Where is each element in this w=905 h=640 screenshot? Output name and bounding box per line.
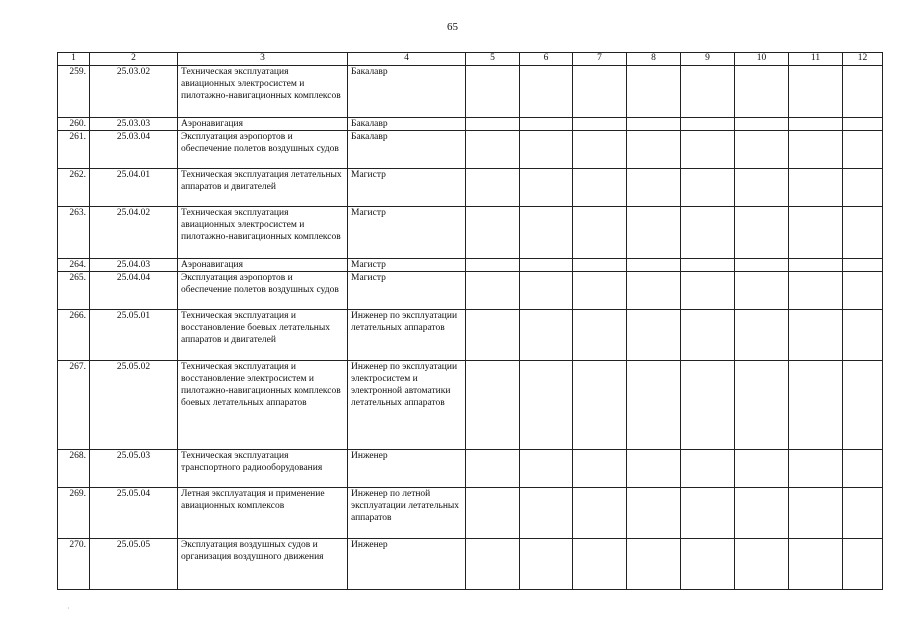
empty-cell-col-11 (789, 450, 843, 488)
empty-cell-col-10 (735, 272, 789, 310)
qualification: Инженер по эксплуатации электросистем и электронной автоматики летательных аппаратов (348, 361, 466, 450)
empty-cell-col-11 (789, 488, 843, 539)
qualification: Инженер по эксплуатации летательных аппаратов (348, 310, 466, 361)
row-number: 259. (58, 66, 90, 118)
empty-cell-col-12 (843, 169, 883, 207)
specialty-code: 25.05.05 (90, 539, 178, 590)
column-header-6: 6 (520, 53, 573, 66)
qualification: Инженер (348, 539, 466, 590)
page-number: 65 (447, 21, 458, 33)
qualification: Магистр (348, 169, 466, 207)
empty-cell-col-12 (843, 310, 883, 361)
specialty-name: Техническая эксплуатация авиационных электросистем и пилотажно-навигационных комплексов (178, 207, 348, 259)
empty-cell-col-6 (520, 488, 573, 539)
row-number: 267. (58, 361, 90, 450)
qualification: Инженер (348, 450, 466, 488)
qualification: Бакалавр (348, 66, 466, 118)
empty-cell-col-7 (573, 361, 627, 450)
empty-cell-col-9 (681, 488, 735, 539)
column-header-9: 9 (681, 53, 735, 66)
empty-cell-col-7 (573, 207, 627, 259)
specialty-name: Техническая эксплуатация летательных аппаратов и двигателей (178, 169, 348, 207)
empty-cell-col-8 (627, 450, 681, 488)
specialty-code: 25.04.02 (90, 207, 178, 259)
specialty-name: Эксплуатация аэропортов и обеспечение полетов воздушных судов (178, 131, 348, 169)
qualification: Бакалавр (348, 118, 466, 131)
empty-cell-col-9 (681, 66, 735, 118)
empty-cell-col-12 (843, 488, 883, 539)
specialty-code: 25.05.01 (90, 310, 178, 361)
empty-cell-col-8 (627, 66, 681, 118)
empty-cell-col-12 (843, 272, 883, 310)
empty-cell-col-7 (573, 66, 627, 118)
empty-cell-col-5 (466, 361, 520, 450)
empty-cell-col-5 (466, 259, 520, 272)
empty-cell-col-7 (573, 259, 627, 272)
empty-cell-col-5 (466, 539, 520, 590)
specialty-code: 25.03.04 (90, 131, 178, 169)
empty-cell-col-8 (627, 118, 681, 131)
empty-cell-col-5 (466, 118, 520, 131)
empty-cell-col-9 (681, 310, 735, 361)
empty-cell-col-11 (789, 66, 843, 118)
empty-cell-col-9 (681, 131, 735, 169)
column-header-5: 5 (466, 53, 520, 66)
row-number: 265. (58, 272, 90, 310)
row-number: 264. (58, 259, 90, 272)
empty-cell-col-7 (573, 450, 627, 488)
empty-cell-col-10 (735, 169, 789, 207)
specialty-name: Техническая эксплуатация авиационных электросистем и пилотажно-навигационных комплексов (178, 66, 348, 118)
empty-cell-col-6 (520, 118, 573, 131)
empty-cell-col-8 (627, 207, 681, 259)
specialty-name: Техническая эксплуатация транспортного радиооборудования (178, 450, 348, 488)
empty-cell-col-9 (681, 539, 735, 590)
empty-cell-col-7 (573, 272, 627, 310)
table-row (58, 310, 883, 361)
empty-cell-col-11 (789, 118, 843, 131)
empty-cell-col-5 (466, 488, 520, 539)
empty-cell-col-12 (843, 207, 883, 259)
table-row (58, 361, 883, 450)
specialty-code: 25.05.03 (90, 450, 178, 488)
table-row (58, 118, 883, 131)
empty-cell-col-5 (466, 66, 520, 118)
empty-cell-col-5 (466, 169, 520, 207)
empty-cell-col-7 (573, 169, 627, 207)
row-number: 261. (58, 131, 90, 169)
specialty-code: 25.03.02 (90, 66, 178, 118)
column-header-12: 12 (843, 53, 883, 66)
empty-cell-col-6 (520, 66, 573, 118)
empty-cell-col-6 (520, 207, 573, 259)
empty-cell-col-12 (843, 450, 883, 488)
empty-cell-col-8 (627, 259, 681, 272)
empty-cell-col-8 (627, 539, 681, 590)
header-row (58, 53, 883, 66)
empty-cell-col-5 (466, 310, 520, 361)
qualification: Магистр (348, 272, 466, 310)
table-row (58, 169, 883, 207)
empty-cell-col-6 (520, 361, 573, 450)
row-number: 266. (58, 310, 90, 361)
empty-cell-col-12 (843, 361, 883, 450)
empty-cell-col-9 (681, 169, 735, 207)
row-number: 262. (58, 169, 90, 207)
table-row (58, 450, 883, 488)
empty-cell-col-10 (735, 131, 789, 169)
empty-cell-col-11 (789, 310, 843, 361)
empty-cell-col-10 (735, 488, 789, 539)
empty-cell-col-8 (627, 131, 681, 169)
empty-cell-col-9 (681, 361, 735, 450)
specialty-name: Эксплуатация аэропортов и обеспечение полетов воздушных судов (178, 272, 348, 310)
scan-speck: · (67, 604, 70, 613)
empty-cell-col-6 (520, 450, 573, 488)
empty-cell-col-11 (789, 131, 843, 169)
empty-cell-col-10 (735, 361, 789, 450)
empty-cell-col-8 (627, 361, 681, 450)
empty-cell-col-11 (789, 259, 843, 272)
empty-cell-col-9 (681, 272, 735, 310)
empty-cell-col-11 (789, 272, 843, 310)
row-number: 268. (58, 450, 90, 488)
qualification: Инженер по летной эксплуатации летательных аппаратов (348, 488, 466, 539)
specialty-code: 25.03.03 (90, 118, 178, 131)
empty-cell-col-9 (681, 450, 735, 488)
row-number: 260. (58, 118, 90, 131)
specialty-code: 25.04.03 (90, 259, 178, 272)
specialty-code: 25.05.04 (90, 488, 178, 539)
column-header-8: 8 (627, 53, 681, 66)
empty-cell-col-6 (520, 310, 573, 361)
empty-cell-col-11 (789, 361, 843, 450)
empty-cell-col-12 (843, 66, 883, 118)
specialty-name: Техническая эксплуатация и восстановление боевых летательных аппаратов и двигателей (178, 310, 348, 361)
specialty-name: Эксплуатация воздушных судов и организация воздушного движения (178, 539, 348, 590)
table-row (58, 539, 883, 590)
empty-cell-col-12 (843, 118, 883, 131)
specialty-code: 25.05.02 (90, 361, 178, 450)
row-number: 263. (58, 207, 90, 259)
table-row (58, 207, 883, 259)
table-row (58, 488, 883, 539)
empty-cell-col-8 (627, 169, 681, 207)
empty-cell-col-6 (520, 131, 573, 169)
empty-cell-col-10 (735, 66, 789, 118)
empty-cell-col-10 (735, 450, 789, 488)
empty-cell-col-5 (466, 131, 520, 169)
empty-cell-col-10 (735, 310, 789, 361)
column-header-1: 1 (58, 53, 90, 66)
column-header-7: 7 (573, 53, 627, 66)
empty-cell-col-11 (789, 539, 843, 590)
table-row (58, 272, 883, 310)
qualification: Магистр (348, 259, 466, 272)
empty-cell-col-10 (735, 207, 789, 259)
empty-cell-col-6 (520, 272, 573, 310)
empty-cell-col-7 (573, 310, 627, 361)
specialty-code: 25.04.01 (90, 169, 178, 207)
empty-cell-col-7 (573, 539, 627, 590)
specialty-name: Техническая эксплуатация и восстановление электросистем и пилотажно-навигационных комплексов боевых летательных аппаратов (178, 361, 348, 450)
empty-cell-col-7 (573, 118, 627, 131)
column-header-10: 10 (735, 53, 789, 66)
empty-cell-col-10 (735, 259, 789, 272)
row-number: 270. (58, 539, 90, 590)
empty-cell-col-10 (735, 118, 789, 131)
empty-cell-col-6 (520, 539, 573, 590)
empty-cell-col-9 (681, 259, 735, 272)
empty-cell-col-6 (520, 169, 573, 207)
empty-cell-col-5 (466, 272, 520, 310)
specialty-name: Летная эксплуатация и применение авиационных комплексов (178, 488, 348, 539)
empty-cell-col-12 (843, 259, 883, 272)
table-row (58, 131, 883, 169)
empty-cell-col-11 (789, 207, 843, 259)
column-header-11: 11 (789, 53, 843, 66)
column-header-4: 4 (348, 53, 466, 66)
specialty-name: Аэронавигация (178, 118, 348, 131)
empty-cell-col-8 (627, 488, 681, 539)
qualification: Магистр (348, 207, 466, 259)
empty-cell-col-10 (735, 539, 789, 590)
empty-cell-col-12 (843, 539, 883, 590)
table-row (58, 66, 883, 118)
row-number: 269. (58, 488, 90, 539)
empty-cell-col-7 (573, 488, 627, 539)
table-row (58, 259, 883, 272)
specialty-name: Аэронавигация (178, 259, 348, 272)
specialties-table (57, 52, 883, 590)
qualification: Бакалавр (348, 131, 466, 169)
specialty-code: 25.04.04 (90, 272, 178, 310)
empty-cell-col-8 (627, 272, 681, 310)
empty-cell-col-8 (627, 310, 681, 361)
empty-cell-col-9 (681, 207, 735, 259)
empty-cell-col-7 (573, 131, 627, 169)
empty-cell-col-6 (520, 259, 573, 272)
empty-cell-col-9 (681, 118, 735, 131)
column-header-2: 2 (90, 53, 178, 66)
empty-cell-col-11 (789, 169, 843, 207)
empty-cell-col-12 (843, 131, 883, 169)
empty-cell-col-5 (466, 450, 520, 488)
column-header-3: 3 (178, 53, 348, 66)
empty-cell-col-5 (466, 207, 520, 259)
